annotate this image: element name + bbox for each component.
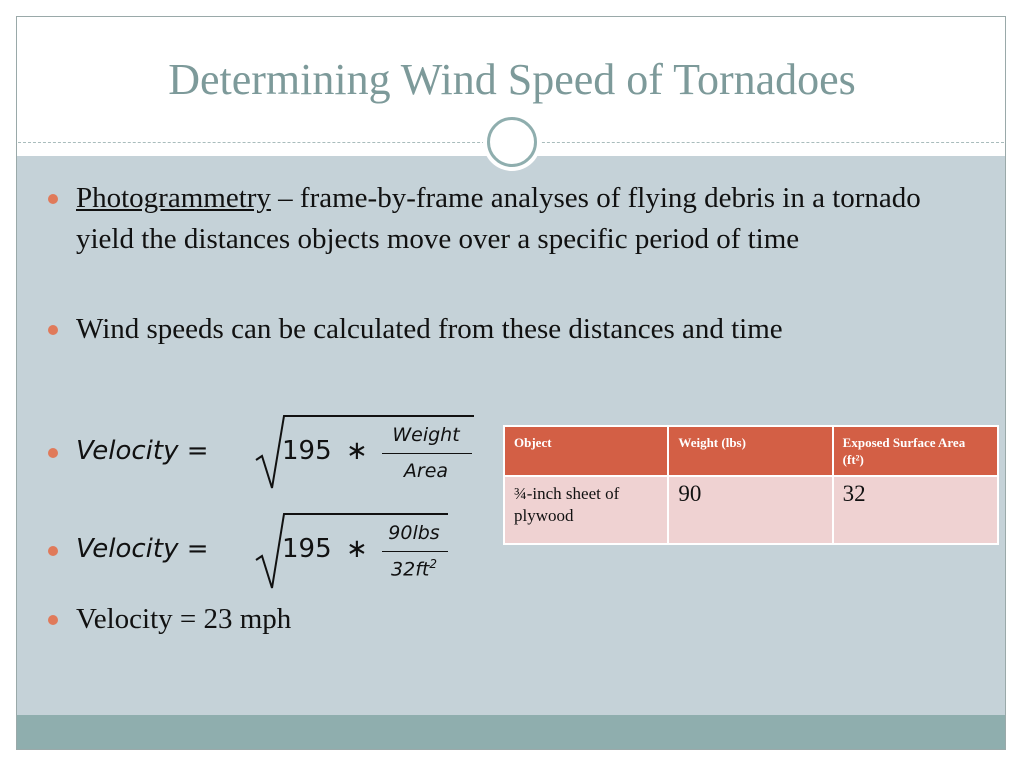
cell-object: ¾-inch sheet of plywood <box>504 476 668 544</box>
bullet-dot <box>48 615 58 625</box>
object-table <box>503 425 999 545</box>
header-weight: Weight (lbs) <box>668 426 832 476</box>
table-header-row <box>504 426 998 476</box>
cell-area: 32 <box>833 476 998 544</box>
formula1-fraction-bar <box>382 453 472 454</box>
formula1-numerator: Weight <box>392 424 460 446</box>
formula2-operator: ∗ <box>346 534 368 564</box>
formula2-fraction-bar <box>382 551 448 552</box>
ring-icon <box>487 117 537 167</box>
bullet-wind-speeds: Wind speeds can be calculated from these distances and time <box>76 313 783 345</box>
header-area: Exposed Surface Area (ft²) <box>833 426 998 476</box>
formula1-operator: ∗ <box>346 436 368 466</box>
formula2-exponent: 2 <box>429 557 437 571</box>
footer-bar <box>17 715 1005 749</box>
table-row <box>504 476 998 544</box>
formula1-lhs: Velocity = <box>76 436 209 466</box>
header-object: Object <box>504 426 668 476</box>
bullet-photogrammetry <box>76 178 956 260</box>
bullet-velocity-result: Velocity = 23 mph <box>76 603 292 635</box>
bullet-dot <box>48 194 58 204</box>
term-photogrammetry: Photogrammetry <box>76 182 271 214</box>
formula2-denominator: $32ft^2$ <box>391 557 437 581</box>
slide-title: Determining Wind Speed of Tornadoes <box>168 55 856 104</box>
formula2-numerator: 90lbs <box>388 522 440 544</box>
formula2-coef: 195 <box>282 534 332 564</box>
bullet-dot <box>48 448 58 458</box>
bullet-text: – frame-by-frame analyses of flying debris in a tornado yield the distances objects move over a specific period of time <box>76 182 921 255</box>
formula2-lhs: Velocity = <box>76 534 209 564</box>
bullet-dot <box>48 325 58 335</box>
cell-weight: 90 <box>668 476 832 544</box>
formula1-denominator: Area <box>403 460 449 482</box>
bullet-dot <box>48 546 58 556</box>
formula1-coef: 195 <box>282 436 332 466</box>
